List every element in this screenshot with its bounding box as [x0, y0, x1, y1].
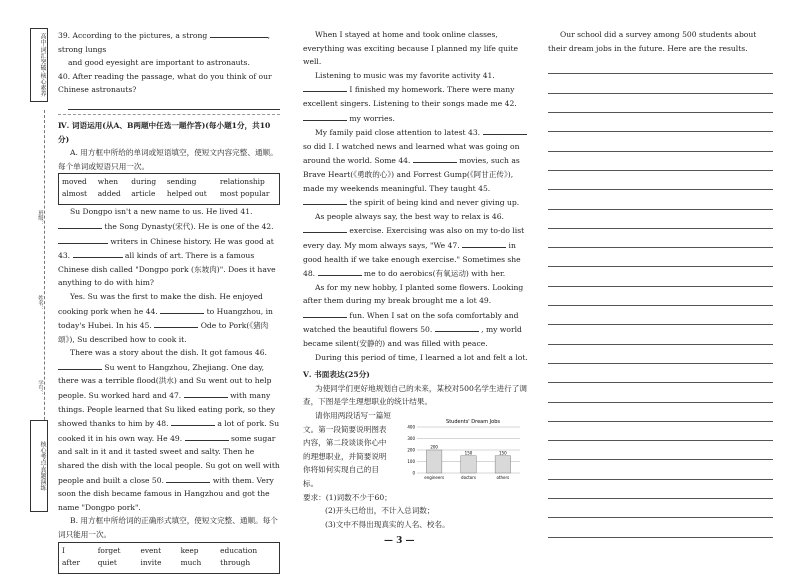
left-margin [0, 0, 48, 567]
divider [58, 114, 280, 115]
margin-tab-bottom: 核心考点·真题演练 [30, 420, 48, 512]
part-a-instructions: A. 用方框中所给的单词或短语填空，使短文内容完整、通顺。每个单词或短语只用一次。 [58, 148, 278, 171]
writing-line[interactable] [548, 325, 773, 344]
y-tick-label: 0 [412, 470, 415, 476]
writing-line[interactable] [548, 210, 773, 229]
writing-line[interactable] [548, 152, 773, 171]
writing-line[interactable] [548, 499, 773, 518]
column-right [548, 28, 773, 538]
writing-line[interactable] [548, 460, 773, 479]
passage-b-para3: My family paid close attention to latest 43. so did I. I watched news and learned what was going on around the world. Some 44. movies, such as Brave Heart(《勇敢的心》) and Forrest Gump(《阿甘正传》), made my weekends meaningful. They taught 45. the spirit of being kind and never giving up. [303, 125, 528, 210]
passage-a-para3: There was a story about the dish. It got famous 46. Su went to Hangzhou, Zhejiang. One day, there was a terrible flood(洪水) and Su went out to help people. Su worked hard and 47. with many things. People learned that Su liked eating pork, so they showed thanks to him by 48. a lot of pork. Su cooked it in his own way. He 49. some sugar and salt in it and it tasted sweet and salty. Then he shared the dish with the local people. Su got on well with people and built a close 50. with them. Very soon the dish became famous in Hangzhou and got the name "Dongpo pork". [58, 348, 280, 512]
bar-engineers [426, 450, 441, 473]
writing-intro: 为使同学们更好地规划自己的未来，某校对500名学生进行了调查，下图是学生理想职业的统计结果。 [303, 383, 527, 407]
writing-line[interactable] [548, 306, 773, 325]
passage-b-para4: As people always say, the best way to relax is 46. exercise. Exercising was also on my to-do list every day. My mom always says, "We 47. in good health if we take enough exercise." Sometimes she 48. me to do aerobics(有氧运动) with her. [303, 211, 525, 279]
writing-line[interactable] [548, 364, 773, 383]
bar-doctors [461, 456, 476, 473]
writing-line[interactable] [548, 190, 773, 209]
label-number: 学号： [37, 380, 43, 397]
value-label: 150 [464, 450, 473, 456]
word-row: after quiet invite much through [62, 557, 251, 567]
margin-tab-top: 高中·词汇突破·核心素养 [30, 28, 48, 102]
writing-line[interactable] [548, 94, 773, 113]
word-row: I forget event keep education [62, 545, 258, 555]
writing-line[interactable] [548, 74, 773, 93]
y-tick-label: 400 [407, 424, 415, 430]
writing-line[interactable] [548, 113, 773, 132]
label-name: 姓名： [37, 295, 43, 312]
word-table-a [59, 176, 281, 200]
writing-line[interactable] [548, 480, 773, 499]
dream-jobs-chart [395, 415, 525, 485]
word-row: almost added article helped out most popular [62, 189, 270, 199]
writing-line[interactable] [548, 55, 773, 74]
writing-line[interactable] [548, 248, 773, 267]
category-label: others [496, 475, 510, 480]
question-39: 39. According to the pictures, a strong , strong lungs [58, 28, 280, 56]
column-left [58, 28, 280, 574]
writing-line[interactable] [548, 229, 773, 248]
writing-line[interactable] [548, 441, 773, 460]
chart-title: Students' Dream Jobs [446, 419, 500, 425]
y-tick-label: 300 [407, 436, 415, 441]
passage-b-para1: When I stayed at home and took online classes, everything was exciting because I planned my life quite well. [303, 30, 518, 67]
cut-line [44, 110, 45, 440]
requirement-3: (3)文中不得出现真实的人名、校名。 [325, 519, 450, 529]
passage-b-para5: As for my new hobby, I planted some flowers. Looking after them during my break brought me a lot 49. fun. When I sat on the sofa comfortably and watched the beautiful flowers 50. , my world became silent(安静的) and was filled with peace. [303, 282, 524, 349]
bar-others [495, 456, 510, 473]
section-4-title: Ⅳ. 词语运用(从A、B两题中任选一题作答)(每小题1分，共10分) [58, 120, 271, 144]
question-40: 40. After reading the passage, what do you think of our Chinese astronauts? [58, 71, 272, 95]
passage-a-para2: Yes. Su was the first to make the dish. He enjoyed cooking pork when he 44. to Huangzhou, in today's Hubei. In his 45. Ode to Pork(《猪肉颂》), Su described how to cook it. [58, 291, 273, 344]
section-5-title: Ⅴ. 书面表达(25分) [303, 370, 370, 380]
requirement-1: 要求：(1)词数不少于60； [303, 492, 392, 502]
value-label: 200 [430, 444, 438, 450]
category-label: engineers [424, 475, 445, 480]
writing-line[interactable] [548, 403, 773, 422]
y-tick-label: 200 [407, 447, 415, 453]
word-box-a [58, 173, 280, 205]
y-tick-label: 100 [407, 459, 415, 464]
value-label: 150 [499, 450, 507, 456]
passage-b-para6: During this period of time, I learned a lot and felt a lot. [315, 352, 528, 362]
part-b-instructions: B. 用方框中所给词的正确形式填空，使短文完整、通顺。每个词只能用一次。 [58, 516, 278, 539]
page-number: — 3 — [384, 536, 415, 546]
passage-a-para1: Su Dongpo isn't a new name to us. He lived 41. the Song Dynasty(宋代). He is one of the 42. writers in Chinese history. He was good at 43. all kinds of art. There is a famous Chinese dish called "Dongpo pork (东坡肉)". Does it have anything to do with him? [58, 207, 276, 288]
writing-line[interactable] [548, 383, 773, 402]
passage-b-para2: Listening to music was my favorite activity 41. I finished my homework. There were many excellent singers. Listening to their songs made me 42. my worries. [303, 70, 517, 123]
question-39-cont: and good eyesight are important to astronauts. [68, 58, 250, 68]
word-table-b [59, 545, 281, 569]
writing-line[interactable] [548, 171, 773, 190]
writing-opening: Our school did a survey among 500 students about their dream jobs in the future. Here are the results. [548, 30, 757, 53]
writing-line[interactable] [548, 267, 773, 286]
requirement-2: (2)开头已给出，不计入总词数； [325, 506, 435, 516]
writing-task: 请你用两段话写一篇短文。第一段简要说明图表内容，第二段谈谈你心中的理想职业，并简要说明你将如何实现自己的目标。 [303, 411, 391, 488]
category-label: doctors [461, 475, 476, 480]
writing-line[interactable] [548, 345, 773, 364]
word-box-b [58, 542, 280, 574]
writing-line[interactable] [548, 287, 773, 306]
word-row: moved when during sending relationship [62, 177, 265, 187]
writing-area[interactable] [548, 55, 773, 537]
writing-line[interactable] [548, 518, 773, 537]
writing-line[interactable] [548, 132, 773, 151]
answer-line[interactable] [68, 97, 280, 110]
label-class: 班级： [37, 210, 43, 227]
writing-line[interactable] [548, 422, 773, 441]
